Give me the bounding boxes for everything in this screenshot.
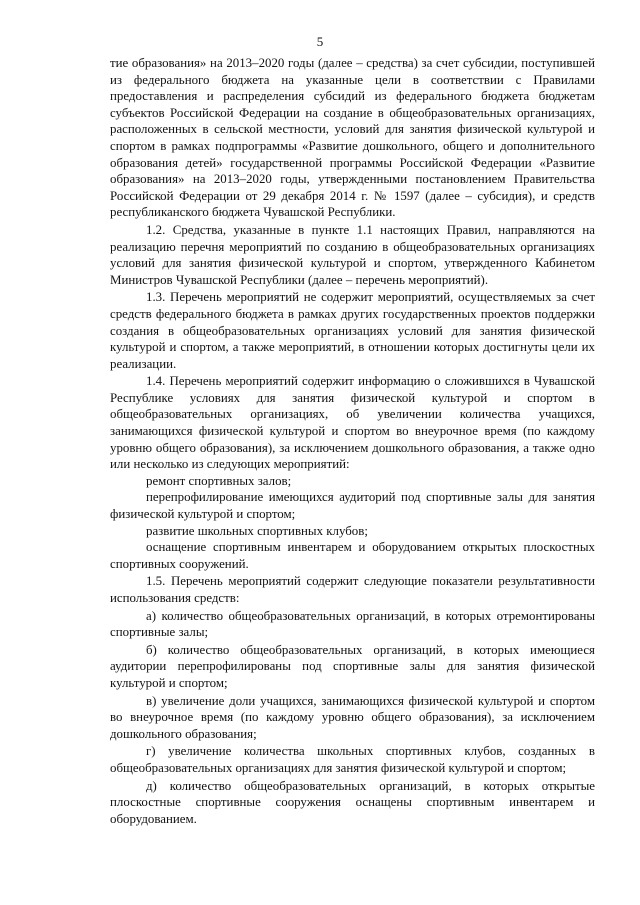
document-body [110, 55, 595, 827]
paragraph-1-4: 1.4. Перечень мероприятий содержит информацию о сложившихся в Чувашской Республике условиях для занятия физической культурой и спортом в общеобразовательных организациях, об увеличении количества учащихся, занимающихся физической культурой и спортом во внеурочное время (по каждому уровню общего образования), за исключением дошкольного образования, а также одно или несколько из следующих мероприятий: [110, 374, 595, 472]
list-item-outdoor-equipment: оснащение спортивным инвентарем и оборудованием открытых плоскостных спортивных сооружений. [110, 540, 595, 571]
paragraph-1-2: 1.2. Средства, указанные в пункте 1.1 настоящих Правил, направляются на реализацию перечня мероприятий по созданию в общеобразовательных организациях условий для занятия физической культурой и спортом, утвержденного Кабинетом Министров Чувашской Республики (далее – перечень мероприятий). [110, 222, 595, 287]
paragraph-1-3: 1.3. Перечень мероприятий не содержит мероприятий, осуществляемых за счет средств федерального бюджета в рамках других государственных проектов поддержки создания в общеобразовательных организациях условий для занятия физической культурой и спортом, а также мероприятий, в отношении которых достигнуты цели их реализации. [110, 290, 595, 371]
paragraph-1-1-continuation: тие образования» на 2013–2020 годы (далее – средства) за счет субсидии, поступившей из федерального бюджета на указанные цели в соответствии с Правилами предоставления и распределения субсидий из федерального бюджета бюджетам субъектов Российской Федерации на создание в общеобразовательных организациях, расположенных в сельской местности, условий для занятия физической культурой и спортом в рамках подпрограммы «Развитие дошкольного, общего и дополнительного образования детей» государственной программы Российской Федерации «Развитие образования» на 2013–2020 годы, утвержденными постановлением Правительства Российской Федерации от 29 декабря 2014 г. № 1597 (далее – субсидия), и средств республиканского бюджета Чувашской Республики. [110, 56, 595, 220]
indicator-g: г) увеличение количества школьных спортивных клубов, созданных в общеобразовательных организациях для занятия физической культурой и спортом; [110, 744, 595, 775]
indicator-v: в) увеличение доли учащихся, занимающихся физической культурой и спортом во внеурочное время (по каждому уровню общего образования), за исключением дошкольного образования; [110, 693, 595, 741]
indicator-b: б) количество общеобразовательных организаций, в которых имеющиеся аудитории перепрофилированы под спортивные залы для занятия физической культурой и спортом; [110, 642, 595, 690]
list-item-room-conversion: перепрофилирование имеющихся аудиторий под спортивные залы для занятия физической культурой и спортом; [110, 490, 595, 522]
page-number: 5 [316, 34, 324, 49]
list-item-sports-clubs: развитие школьных спортивных клубов; [146, 523, 368, 538]
paragraph-1-5: 1.5. Перечень мероприятий содержит следующие показатели результативности использования средств: [110, 574, 595, 605]
list-item-gym-repair: ремонт спортивных залов; [146, 473, 292, 488]
indicator-d: д) количество общеобразовательных организаций, в которых открытые плоскостные спортивные сооружения оснащены спортивным инвентарем и оборудованием. [110, 778, 595, 826]
indicator-a: а) количество общеобразовательных организаций, в которых отремонтированы спортивные залы; [110, 608, 595, 640]
